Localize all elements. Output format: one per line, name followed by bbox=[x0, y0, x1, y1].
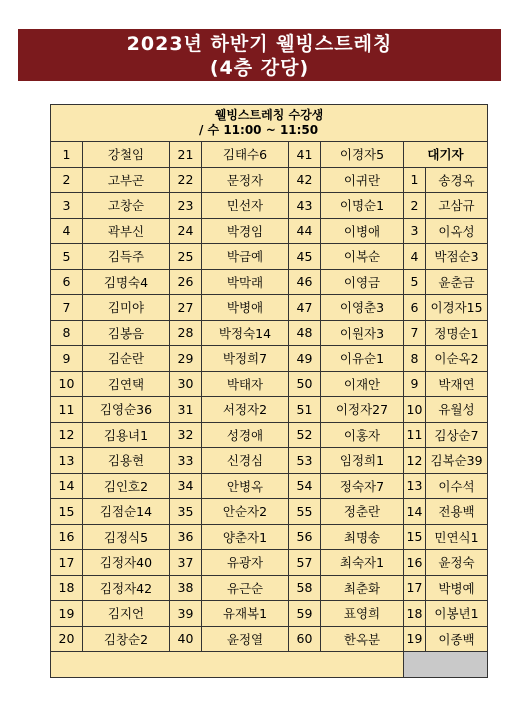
row-number-cell: 57 bbox=[289, 550, 321, 576]
row-number-cell: 28 bbox=[170, 320, 202, 346]
name-cell: 김봉음 bbox=[83, 320, 170, 346]
waitlist-number-cell: 3 bbox=[404, 218, 426, 244]
waitlist-number-cell: 12 bbox=[404, 448, 426, 474]
table-row bbox=[51, 499, 488, 525]
row-number-cell: 12 bbox=[51, 422, 83, 448]
page-title bbox=[18, 29, 501, 81]
name-cell: 서정자2 bbox=[202, 397, 289, 423]
roster-body bbox=[51, 142, 488, 678]
name-cell: 박정숙14 bbox=[202, 320, 289, 346]
name-cell: 이복순 bbox=[321, 244, 404, 270]
name-cell: 이병애 bbox=[321, 218, 404, 244]
row-number-cell: 53 bbox=[289, 448, 321, 474]
row-number-cell: 36 bbox=[170, 524, 202, 550]
name-cell: 이원자3 bbox=[321, 320, 404, 346]
table-row bbox=[51, 244, 488, 270]
name-cell: 안병옥 bbox=[202, 473, 289, 499]
waitlist-number-cell: 2 bbox=[404, 193, 426, 219]
waitlist-name-cell: 민연식1 bbox=[426, 524, 488, 550]
blank-row bbox=[51, 652, 488, 678]
waitlist-number-cell: 16 bbox=[404, 550, 426, 576]
name-cell: 박막래 bbox=[202, 269, 289, 295]
table-header-title: 웰빙스트레칭 수강생 bbox=[214, 108, 324, 122]
waitlist-name-cell: 전용백 bbox=[426, 499, 488, 525]
table-row bbox=[51, 473, 488, 499]
waitlist-number-cell: 8 bbox=[404, 346, 426, 372]
row-number-cell: 40 bbox=[170, 626, 202, 652]
waitlist-number-cell: 14 bbox=[404, 499, 426, 525]
table-header-row bbox=[51, 105, 488, 142]
table-row bbox=[51, 218, 488, 244]
row-number-cell: 45 bbox=[289, 244, 321, 270]
row-number-cell: 1 bbox=[51, 142, 83, 168]
name-cell: 박병애 bbox=[202, 295, 289, 321]
row-number-cell: 55 bbox=[289, 499, 321, 525]
table-row bbox=[51, 601, 488, 627]
row-number-cell: 49 bbox=[289, 346, 321, 372]
name-cell: 김영순36 bbox=[83, 397, 170, 423]
table-row bbox=[51, 295, 488, 321]
waitlist-name-cell: 이순옥2 bbox=[426, 346, 488, 372]
table-row bbox=[51, 397, 488, 423]
waitlist-name-cell: 이종백 bbox=[426, 626, 488, 652]
table-row bbox=[51, 422, 488, 448]
waitlist-number-cell: 19 bbox=[404, 626, 426, 652]
row-number-cell: 43 bbox=[289, 193, 321, 219]
row-number-cell: 17 bbox=[51, 550, 83, 576]
waitlist-name-cell: 이경자15 bbox=[426, 295, 488, 321]
row-number-cell: 3 bbox=[51, 193, 83, 219]
row-number-cell: 34 bbox=[170, 473, 202, 499]
row-number-cell: 31 bbox=[170, 397, 202, 423]
name-cell: 김미야 bbox=[83, 295, 170, 321]
name-cell: 김용녀1 bbox=[83, 422, 170, 448]
waitlist-number-cell: 9 bbox=[404, 371, 426, 397]
name-cell: 이홍자 bbox=[321, 422, 404, 448]
blank-cell bbox=[51, 652, 404, 678]
row-number-cell: 19 bbox=[51, 601, 83, 627]
name-cell: 곽부신 bbox=[83, 218, 170, 244]
row-number-cell: 54 bbox=[289, 473, 321, 499]
row-number-cell: 6 bbox=[51, 269, 83, 295]
row-number-cell: 22 bbox=[170, 167, 202, 193]
row-number-cell: 52 bbox=[289, 422, 321, 448]
row-number-cell: 16 bbox=[51, 524, 83, 550]
name-cell: 유재복1 bbox=[202, 601, 289, 627]
waitlist-name-cell: 윤정숙 bbox=[426, 550, 488, 576]
table-header bbox=[51, 105, 488, 142]
waitlist-number-cell: 1 bbox=[404, 167, 426, 193]
waitlist-name-cell: 정명순1 bbox=[426, 320, 488, 346]
row-number-cell: 46 bbox=[289, 269, 321, 295]
row-number-cell: 37 bbox=[170, 550, 202, 576]
name-cell: 이경자5 bbox=[321, 142, 404, 168]
row-number-cell: 13 bbox=[51, 448, 83, 474]
row-number-cell: 30 bbox=[170, 371, 202, 397]
name-cell: 고부곤 bbox=[83, 167, 170, 193]
name-cell: 양춘자1 bbox=[202, 524, 289, 550]
name-cell: 김득주 bbox=[83, 244, 170, 270]
table-row bbox=[51, 346, 488, 372]
roster-table bbox=[50, 104, 488, 678]
name-cell: 이귀란 bbox=[321, 167, 404, 193]
name-cell: 박경임 bbox=[202, 218, 289, 244]
table-row bbox=[51, 269, 488, 295]
name-cell: 안순자2 bbox=[202, 499, 289, 525]
name-cell: 박태자 bbox=[202, 371, 289, 397]
row-number-cell: 51 bbox=[289, 397, 321, 423]
row-number-cell: 41 bbox=[289, 142, 321, 168]
row-number-cell: 32 bbox=[170, 422, 202, 448]
page-title-line1: 2023년 하반기 웰빙스트레칭 bbox=[126, 33, 393, 55]
row-number-cell: 56 bbox=[289, 524, 321, 550]
row-number-cell: 38 bbox=[170, 575, 202, 601]
waitlist-name-cell: 박병예 bbox=[426, 575, 488, 601]
name-cell: 신경심 bbox=[202, 448, 289, 474]
table-row bbox=[51, 550, 488, 576]
name-cell: 이영춘3 bbox=[321, 295, 404, 321]
table-row bbox=[51, 524, 488, 550]
name-cell: 김순란 bbox=[83, 346, 170, 372]
table-header-schedule: / 수 11:00 ~ 11:50 bbox=[199, 123, 319, 137]
name-cell: 김점순14 bbox=[83, 499, 170, 525]
table-row bbox=[51, 193, 488, 219]
name-cell: 이영금 bbox=[321, 269, 404, 295]
row-number-cell: 39 bbox=[170, 601, 202, 627]
row-number-cell: 58 bbox=[289, 575, 321, 601]
row-number-cell: 27 bbox=[170, 295, 202, 321]
row-number-cell: 18 bbox=[51, 575, 83, 601]
row-number-cell: 35 bbox=[170, 499, 202, 525]
waitlist-name-cell: 송경옥 bbox=[426, 167, 488, 193]
name-cell: 김용현 bbox=[83, 448, 170, 474]
row-number-cell: 47 bbox=[289, 295, 321, 321]
page-title-line2: (4층 강당) bbox=[209, 57, 310, 79]
name-cell: 민선자 bbox=[202, 193, 289, 219]
waitlist-name-cell: 박재연 bbox=[426, 371, 488, 397]
blank-waitlist-cell bbox=[404, 652, 488, 678]
waitlist-name-cell: 김상순7 bbox=[426, 422, 488, 448]
row-number-cell: 42 bbox=[289, 167, 321, 193]
name-cell: 유광자 bbox=[202, 550, 289, 576]
row-number-cell: 50 bbox=[289, 371, 321, 397]
name-cell: 고창순 bbox=[83, 193, 170, 219]
name-cell: 김명숙4 bbox=[83, 269, 170, 295]
waitlist-number-cell: 15 bbox=[404, 524, 426, 550]
name-cell: 이정자27 bbox=[321, 397, 404, 423]
row-number-cell: 10 bbox=[51, 371, 83, 397]
row-number-cell: 26 bbox=[170, 269, 202, 295]
table-row bbox=[51, 371, 488, 397]
name-cell: 임정희1 bbox=[321, 448, 404, 474]
name-cell: 이유순1 bbox=[321, 346, 404, 372]
waitlist-name-cell: 이봉년1 bbox=[426, 601, 488, 627]
row-number-cell: 20 bbox=[51, 626, 83, 652]
row-number-cell: 5 bbox=[51, 244, 83, 270]
waitlist-number-cell: 18 bbox=[404, 601, 426, 627]
waitlist-name-cell: 고삼규 bbox=[426, 193, 488, 219]
row-number-cell: 29 bbox=[170, 346, 202, 372]
row-number-cell: 33 bbox=[170, 448, 202, 474]
waitlist-name-cell: 이옥성 bbox=[426, 218, 488, 244]
name-cell: 강철임 bbox=[83, 142, 170, 168]
name-cell: 최숙자1 bbox=[321, 550, 404, 576]
waitlist-header: 대기자 bbox=[404, 142, 488, 168]
table-row bbox=[51, 448, 488, 474]
name-cell: 이재안 bbox=[321, 371, 404, 397]
name-cell: 성경애 bbox=[202, 422, 289, 448]
row-number-cell: 15 bbox=[51, 499, 83, 525]
name-cell: 유근순 bbox=[202, 575, 289, 601]
row-number-cell: 8 bbox=[51, 320, 83, 346]
name-cell: 이명순1 bbox=[321, 193, 404, 219]
name-cell: 김연택 bbox=[83, 371, 170, 397]
name-cell: 김정자42 bbox=[83, 575, 170, 601]
name-cell: 정숙자7 bbox=[321, 473, 404, 499]
name-cell: 최명송 bbox=[321, 524, 404, 550]
name-cell: 한옥분 bbox=[321, 626, 404, 652]
row-number-cell: 2 bbox=[51, 167, 83, 193]
row-number-cell: 24 bbox=[170, 218, 202, 244]
row-number-cell: 48 bbox=[289, 320, 321, 346]
row-number-cell: 60 bbox=[289, 626, 321, 652]
table-row bbox=[51, 575, 488, 601]
row-number-cell: 7 bbox=[51, 295, 83, 321]
table-row bbox=[51, 626, 488, 652]
waitlist-name-cell: 김복순39 bbox=[426, 448, 488, 474]
name-cell: 박금예 bbox=[202, 244, 289, 270]
waitlist-number-cell: 10 bbox=[404, 397, 426, 423]
row-number-cell: 25 bbox=[170, 244, 202, 270]
waitlist-name-cell: 유월성 bbox=[426, 397, 488, 423]
name-cell: 김창순2 bbox=[83, 626, 170, 652]
name-cell: 김태수6 bbox=[202, 142, 289, 168]
waitlist-number-cell: 13 bbox=[404, 473, 426, 499]
waitlist-number-cell: 6 bbox=[404, 295, 426, 321]
row-number-cell: 44 bbox=[289, 218, 321, 244]
name-cell: 윤정열 bbox=[202, 626, 289, 652]
name-cell: 김정식5 bbox=[83, 524, 170, 550]
waitlist-number-cell: 7 bbox=[404, 320, 426, 346]
row-number-cell: 59 bbox=[289, 601, 321, 627]
table-row bbox=[51, 167, 488, 193]
row-number-cell: 14 bbox=[51, 473, 83, 499]
name-cell: 최춘화 bbox=[321, 575, 404, 601]
name-cell: 김인호2 bbox=[83, 473, 170, 499]
row-number-cell: 21 bbox=[170, 142, 202, 168]
name-cell: 정춘란 bbox=[321, 499, 404, 525]
row-number-cell: 11 bbox=[51, 397, 83, 423]
table-row bbox=[51, 320, 488, 346]
name-cell: 문정자 bbox=[202, 167, 289, 193]
name-cell: 표영희 bbox=[321, 601, 404, 627]
waitlist-number-cell: 11 bbox=[404, 422, 426, 448]
waitlist-name-cell: 이수석 bbox=[426, 473, 488, 499]
waitlist-name-cell: 박점순3 bbox=[426, 244, 488, 270]
waitlist-name-cell: 윤춘금 bbox=[426, 269, 488, 295]
waitlist-number-cell: 5 bbox=[404, 269, 426, 295]
waitlist-number-cell: 4 bbox=[404, 244, 426, 270]
name-cell: 김정자40 bbox=[83, 550, 170, 576]
row-number-cell: 23 bbox=[170, 193, 202, 219]
waitlist-number-cell: 17 bbox=[404, 575, 426, 601]
table-row bbox=[51, 142, 488, 168]
name-cell: 박정희7 bbox=[202, 346, 289, 372]
row-number-cell: 9 bbox=[51, 346, 83, 372]
name-cell: 김지언 bbox=[83, 601, 170, 627]
row-number-cell: 4 bbox=[51, 218, 83, 244]
